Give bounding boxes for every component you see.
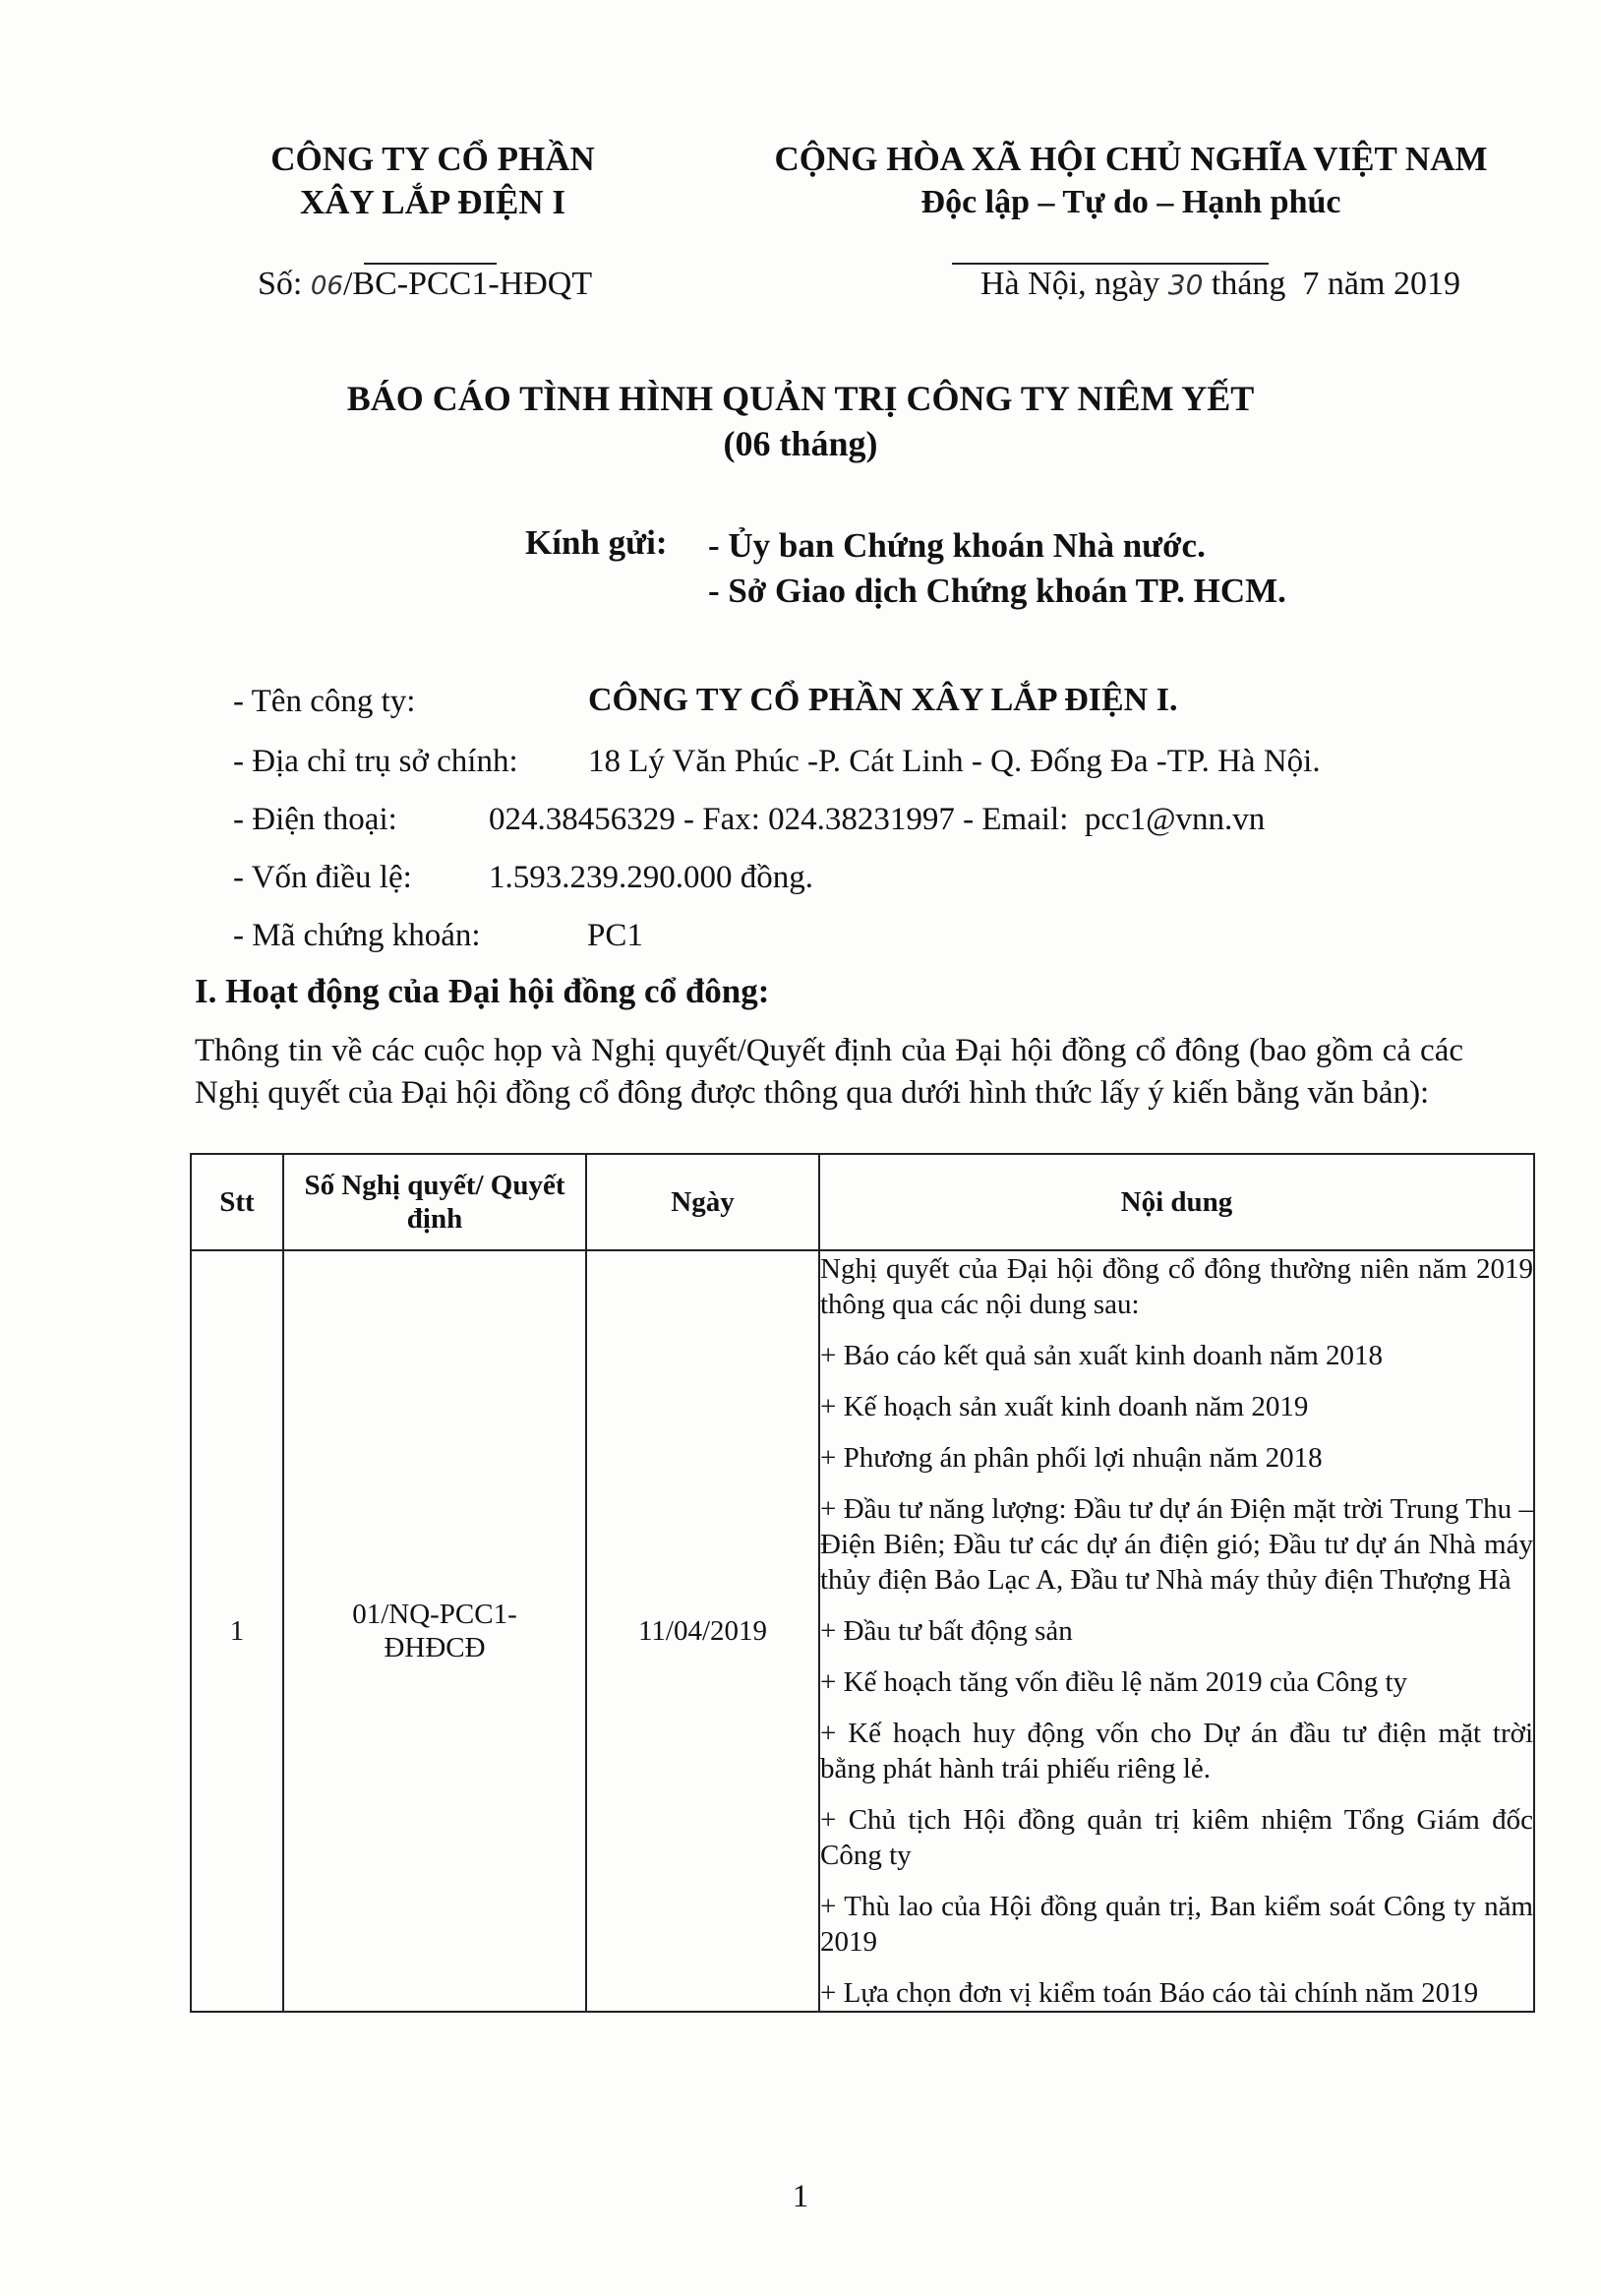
info-address-label: - Địa chỉ trụ sở chính: [233,744,518,779]
docno-prefix: Số: [258,266,311,302]
header-resolution-no [283,1154,586,1250]
content-paragraph: + Kế hoạch huy động vốn cho Dự án đầu tư điện mặt trời bằng phát hành trái phiếu riêng lẻ. [820,1718,1533,1784]
info-capital-value: 1.593.239.290.000 đồng. [489,860,813,895]
national-header [757,138,1505,224]
date-prefix: Hà Nội, ngày [980,266,1168,302]
page-number: 1 [792,2179,809,2214]
docno-suffix: /BC-PCC1-HĐQT [342,266,593,302]
content-paragraph: + Kế hoạch sản xuất kinh doanh năm 2019 [820,1391,1309,1422]
cell-resolution-no-text: 01/NQ-PCC1-ĐHĐCĐ [352,1599,517,1663]
info-ticker-value: PC1 [587,918,643,953]
content-paragraph: + Lựa chọn đơn vị kiểm toán Báo cáo tài chính năm 2019 [820,1977,1479,2009]
date-suffix: tháng 7 năm 2019 [1203,266,1460,302]
cell-date: 11/04/2019 [586,1250,819,2012]
content-paragraph: + Kế hoạch tăng vốn điều lệ năm 2019 của Công ty [820,1666,1408,1698]
report-title-line-1: BÁO CÁO TÌNH HÌNH QUẢN TRỊ CÔNG TY NIÊM YẾT [346,379,1255,418]
header-divider-right [952,263,1269,265]
info-name-label: - Tên công ty: [233,684,416,719]
document-date [980,266,1460,303]
resolutions-table [190,1153,1535,2013]
content-paragraph: + Báo cáo kết quả sản xuất kinh doanh năm 2018 [820,1340,1384,1371]
header-divider-left [364,263,497,265]
report-title [0,376,1601,466]
docno-handwritten: 06 [310,272,343,301]
cell-stt: 1 [191,1250,283,2012]
company-line-1: CÔNG TY CỔ PHẦN [270,140,595,178]
report-title-line-2: (06 tháng) [723,424,878,463]
header-stt: Stt [191,1154,283,1250]
table-row [191,1250,1534,2012]
cell-content [819,1250,1534,2012]
nation-motto: Độc lập – Tự do – Hạnh phúc [920,184,1341,220]
info-address-value: 18 Lý Văn Phúc -P. Cát Linh - Q. Đống Đa -TP. Hà Nội. [588,744,1321,779]
info-phone-value: 024.38456329 - Fax: 024.38231997 - Email: pcc1@vnn.vn [489,802,1266,837]
section-intro: Thông tin về các cuộc họp và Nghị quyết/Quyết định của Đại hội đồng cổ đông (bao gồm cả các Nghị quyết của Đại hội đồng cổ đông được thông qua dưới hình thức lấy ý kiến bằng văn bản): [195,1033,1463,1111]
cell-resolution-no [283,1250,586,2012]
info-ticker-label: - Mã chứng khoán: [233,918,481,953]
date-day-handwritten: 30 [1167,269,1204,301]
document-number [258,266,592,303]
table-header-row [191,1154,1534,1250]
recipients-list [708,523,1286,614]
info-capital-label: - Vốn điều lệ: [233,860,412,895]
content-paragraph: + Đầu tư bất động sản [820,1615,1073,1647]
company-line-2: XÂY LẮP ĐIỆN I [300,183,565,221]
content-paragraph: + Phương án phân phối lợi nhuận năm 2018 [820,1442,1323,1474]
content-paragraph: + Chủ tịch Hội đồng quản trị kiêm nhiệm Tổng Giám đốc Công ty [820,1804,1533,1871]
recipients-label: Kính gửi: [525,523,668,562]
nation-title: CỘNG HÒA XÃ HỘI CHỦ NGHĨA VIỆT NAM [774,140,1488,178]
header-date: Ngày [586,1154,819,1250]
info-name-value: CÔNG TY CỔ PHẦN XÂY LẮP ĐIỆN I. [588,682,1178,718]
content-paragraph: + Thù lao của Hội đồng quản trị, Ban kiểm soát Công ty năm 2019 [820,1891,1533,1958]
header-content: Nội dung [819,1154,1534,1250]
content-paragraph: Nghị quyết của Đại hội đồng cổ đông thường niên năm 2019 thông qua các nội dung sau: [820,1253,1533,1320]
header-resolution-no-text: Số Nghị quyết/ Quyết định [304,1170,565,1235]
recipient-item: - Sở Giao dịch Chứng khoán TP. HCM. [708,572,1286,610]
info-phone-label: - Điện thoại: [233,802,397,837]
company-header [226,138,639,224]
section-heading: I. Hoạt động của Đại hội đồng cổ đông: [195,972,770,1010]
recipient-item: - Ủy ban Chứng khoán Nhà nước. [708,526,1206,565]
content-paragraph: + Đầu tư năng lượng: Đầu tư dự án Điện mặt trời Trung Thu – Điện Biên; Đầu tư các dự án điện gió; Đầu tư dự án Nhà máy thủy điện Bảo Lạc A, Đầu tư Nhà máy thủy điện Thượng Hà [820,1493,1533,1596]
